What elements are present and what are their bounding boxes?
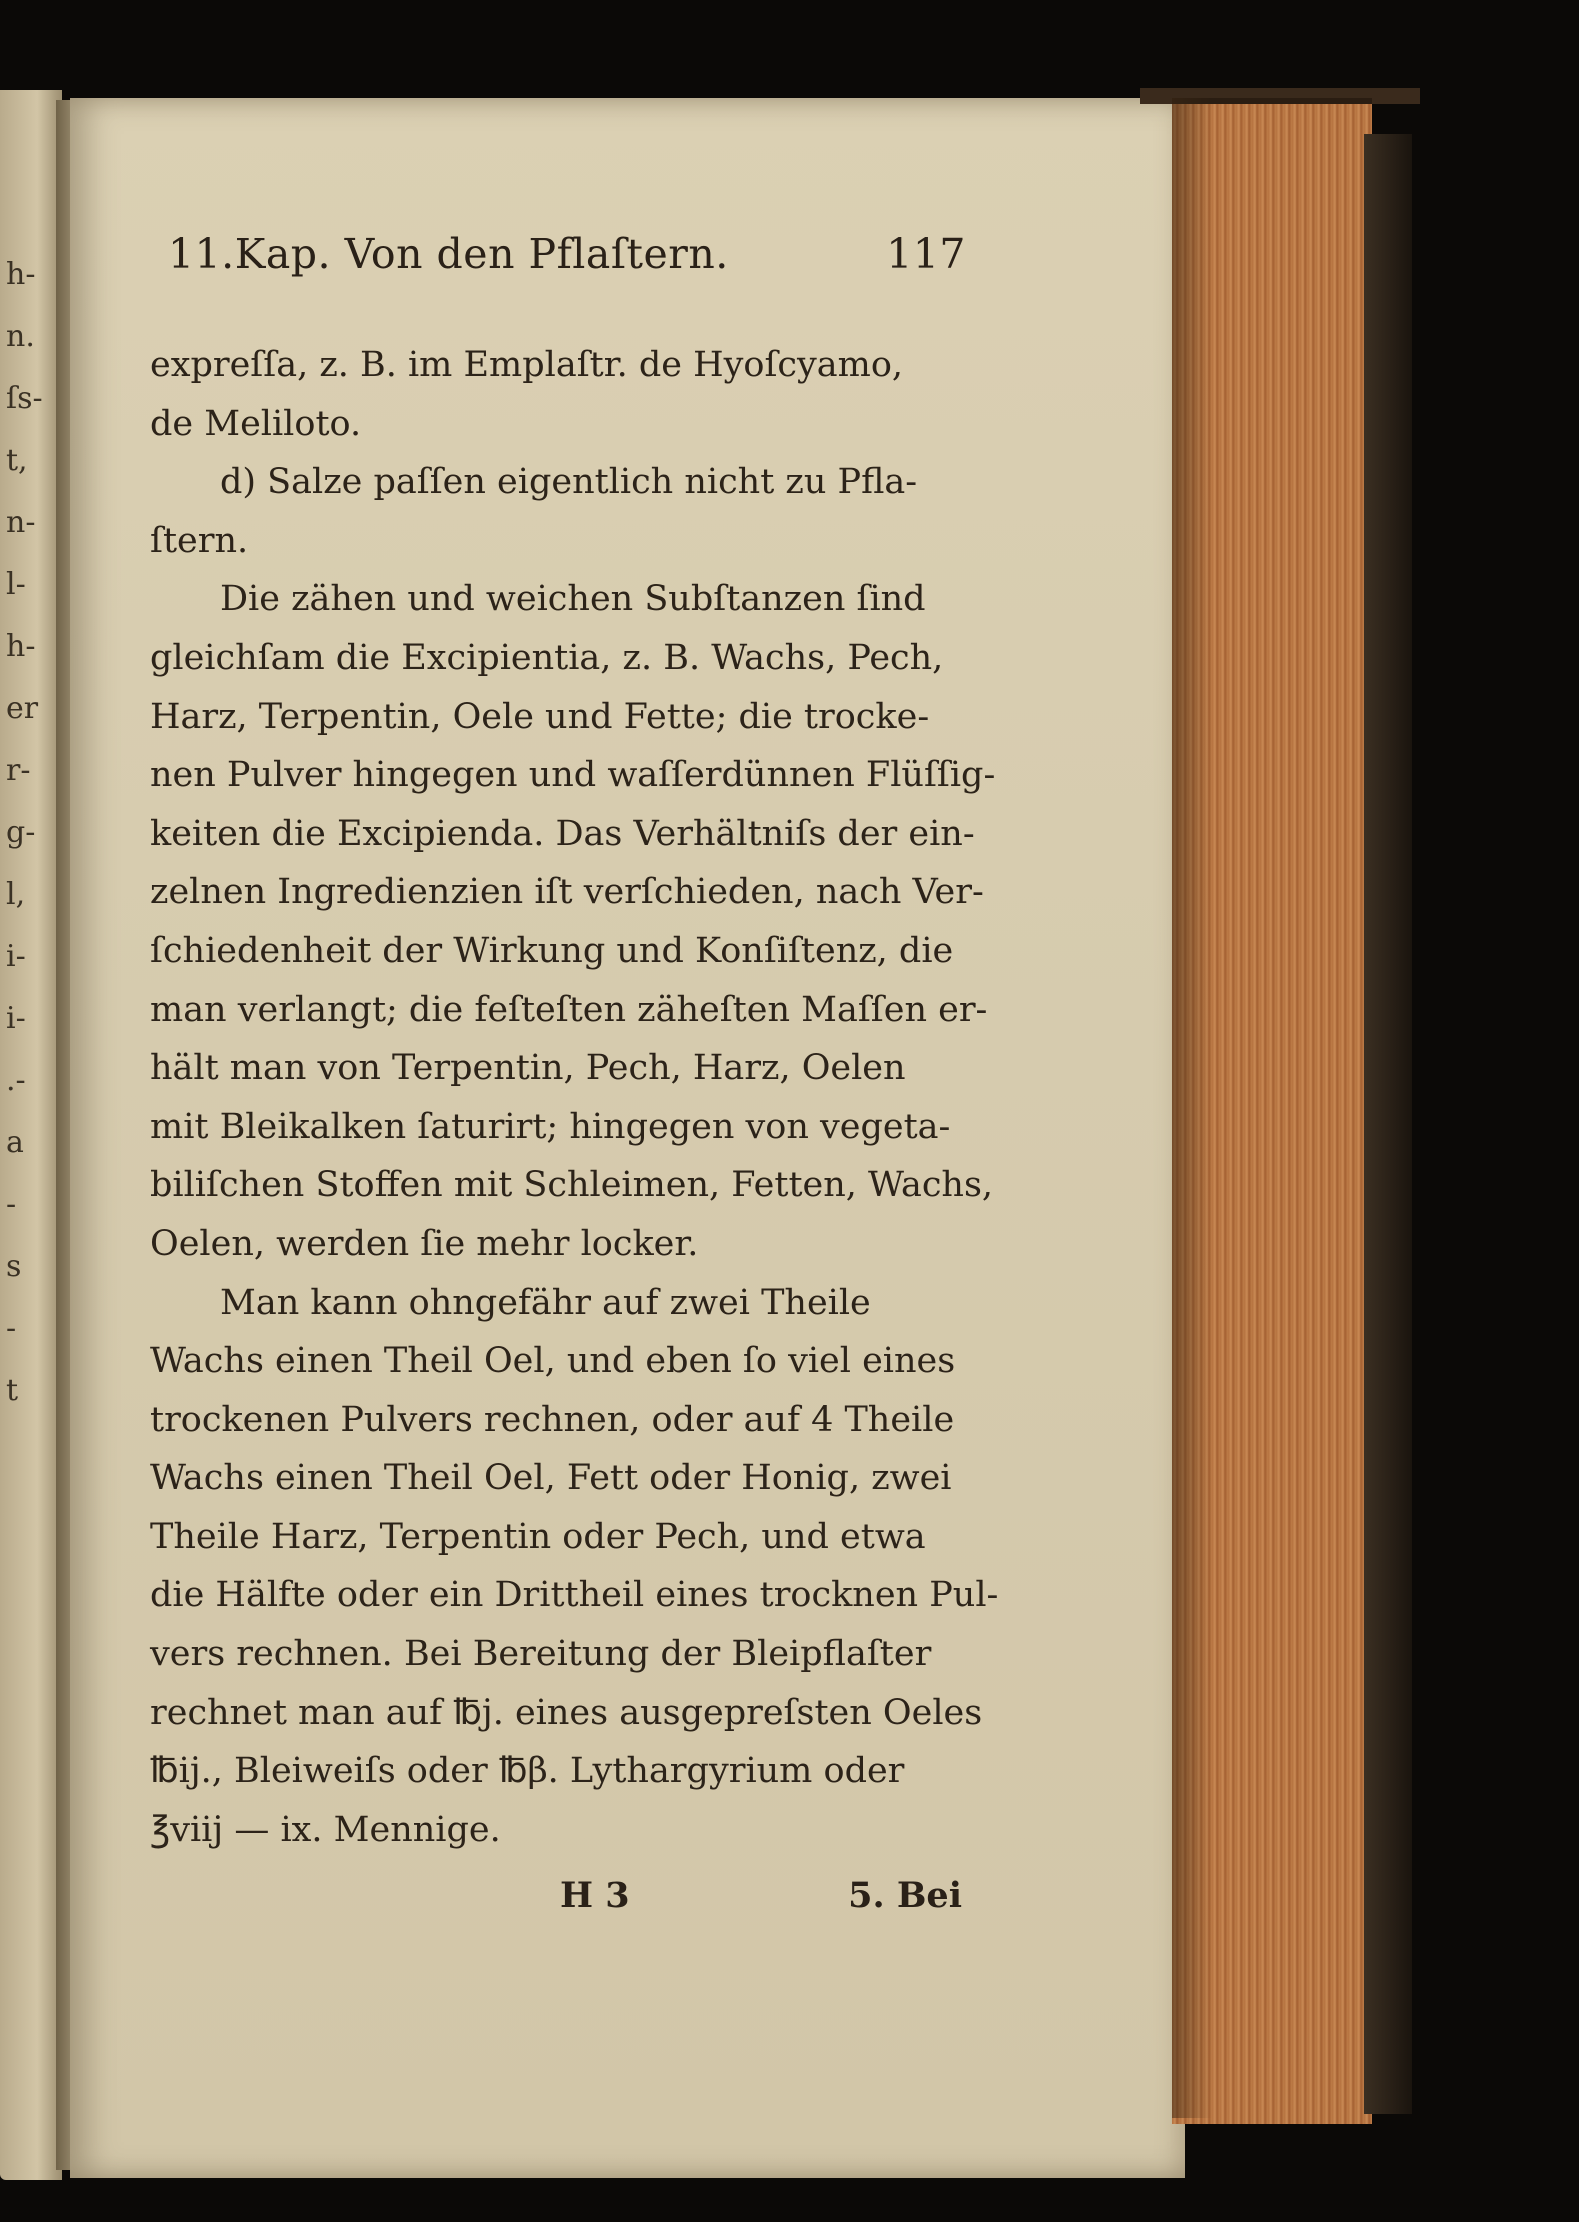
facing-page-fragment: i- [6, 1001, 26, 1036]
paragraph [150, 1274, 999, 1860]
facing-page-fragment: l, [6, 877, 26, 912]
facing-page-fragment: ſs- [6, 381, 43, 416]
chapter-title: 11.Kap. Von den Pflaſtern. [168, 230, 729, 278]
page-footer [150, 1875, 962, 1925]
text-line: ſtern. [150, 520, 249, 561]
text-line: Oelen, werden ſie mehr locker. [150, 1223, 699, 1264]
text-line: Harz, Terpentin, Oele und Fette; die trocke- [150, 696, 930, 737]
text-line: Die zähen und weichen Subſtanzen ſind [220, 579, 926, 620]
text-line: ſchiedenheit der Wirkung und Konſiſtenz, die [150, 930, 954, 971]
text-line: man verlangt; die feſteſten zäheſten Maſſen er- [150, 989, 988, 1030]
paragraph [150, 570, 996, 1273]
facing-page-fragment: g- [6, 815, 36, 850]
facing-page-fragment: i- [6, 939, 26, 974]
paragraph [150, 336, 962, 453]
facing-page-fragment: - [6, 1187, 17, 1222]
facing-page-fragment: l- [6, 567, 26, 602]
facing-page-fragment: t, [6, 443, 28, 478]
page-body [150, 336, 999, 1859]
facing-page-fragment: s [6, 1249, 22, 1284]
text-line: gleichſam die Excipientia, z. B. Wachs, Pech, [150, 637, 944, 678]
text-line: die Hälfte oder ein Drittheil eines trocknen Pul- [150, 1575, 999, 1616]
paragraph [150, 453, 962, 570]
text-line: vers rechnen. Bei Bereitung der Bleipflaſter [150, 1634, 932, 1675]
facing-page-fragment: - [6, 1311, 17, 1346]
page-number: 117 [886, 230, 966, 278]
text-line: trockenen Pulvers rechnen, oder auf 4 Theile [150, 1399, 955, 1440]
text-line: Theile Harz, Terpentin oder Pech, und etwa [150, 1516, 926, 1557]
facing-page-fragment: n- [6, 505, 36, 540]
facing-page-fragment: er [6, 691, 39, 726]
running-header [168, 230, 968, 282]
facing-page-fragment: r- [6, 753, 31, 788]
facing-page-fragment: n. [6, 319, 35, 354]
facing-page-fragment: h- [6, 257, 36, 292]
facing-page-fragment: t [6, 1373, 19, 1408]
text-line: expreſſa, z. B. im Emplaſtr. de Hyoſcyamo, [150, 345, 904, 385]
facing-page-fragment: .- [6, 1063, 26, 1098]
text-line: ℥viij — ix. Mennige. [150, 1809, 501, 1850]
text-line: hält man von Terpentin, Pech, Harz, Oelen [150, 1048, 906, 1089]
text-line: rechnet man auf ℔j. eines ausgepreſsten Oeles [150, 1692, 983, 1733]
text-line: d) Salze paſſen eigentlich nicht zu Pfla- [220, 462, 918, 503]
text-line: zelnen Ingredienzien iſt verſchieden, nach Ver- [150, 872, 984, 913]
facing-page-fragment: h- [6, 629, 36, 664]
text-line: Wachs einen Theil Oel, und eben ſo viel eines [150, 1341, 956, 1382]
facing-page-fragment: a [6, 1125, 24, 1160]
facing-page-edge [0, 90, 62, 2180]
text-line: keiten die Excipienda. Das Verhältniſs der ein- [150, 813, 975, 854]
text-line: de Meliloto. [150, 403, 362, 444]
text-line: mit Bleikalken ſaturirt; hingegen von vegeta- [150, 1106, 951, 1147]
text-line: Man kann ohngefähr auf zwei Theile [220, 1282, 871, 1323]
page-edge-shadow [1172, 98, 1212, 2118]
text-line: nen Pulver hingegen und waſſerdünnen Flüſſig- [150, 755, 996, 796]
signature-mark: H 3 [560, 1875, 630, 1916]
text-line: ℔ij., Bleiweiſs oder ℔β. Lythargyrium oder [150, 1751, 905, 1792]
text-line: Wachs einen Theil Oel, Fett oder Honig, zwei [150, 1458, 952, 1499]
catchword: 5. Bei [848, 1875, 962, 1916]
text-line: biliſchen Stoffen mit Schleimen, Fetten, Wachs, [150, 1165, 994, 1206]
